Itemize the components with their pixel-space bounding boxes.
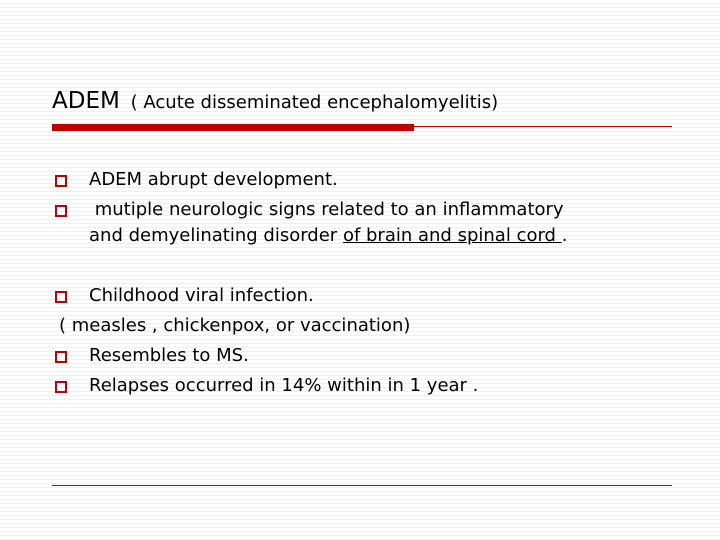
- bullet-text: Resembles to MS.: [89, 345, 249, 366]
- bullet-square-icon: [55, 175, 67, 187]
- plain-text: ( measles , chickenpox, or vaccination): [59, 315, 411, 336]
- bullet-square-icon: [55, 205, 67, 217]
- bullet-text: Relapses occurred in 14% within in 1 year .: [89, 375, 479, 396]
- bullet-text: mutiple neurologic signs related to an inflammatory: [89, 199, 564, 220]
- bullet-square-icon: [55, 381, 67, 393]
- bullet-text: ADEM abrupt development.: [89, 169, 338, 190]
- bullet-text: Childhood viral infection.: [89, 285, 314, 306]
- title-accent-bar: [52, 124, 414, 131]
- bullet-text-continued: [89, 221, 567, 251]
- bullet-square-icon: [55, 351, 67, 363]
- text-plain: and demyelinating disorder: [89, 225, 343, 246]
- text-underlined: of brain and spinal cord: [342, 225, 562, 246]
- slide-title: [52, 86, 498, 118]
- title-main: ADEM: [52, 88, 120, 114]
- footer-divider: [52, 485, 672, 486]
- title-subtitle: ( Acute disseminated encephalomyelitis): [130, 92, 499, 113]
- text-plain-end: .: [561, 225, 568, 246]
- bullet-square-icon: [55, 291, 67, 303]
